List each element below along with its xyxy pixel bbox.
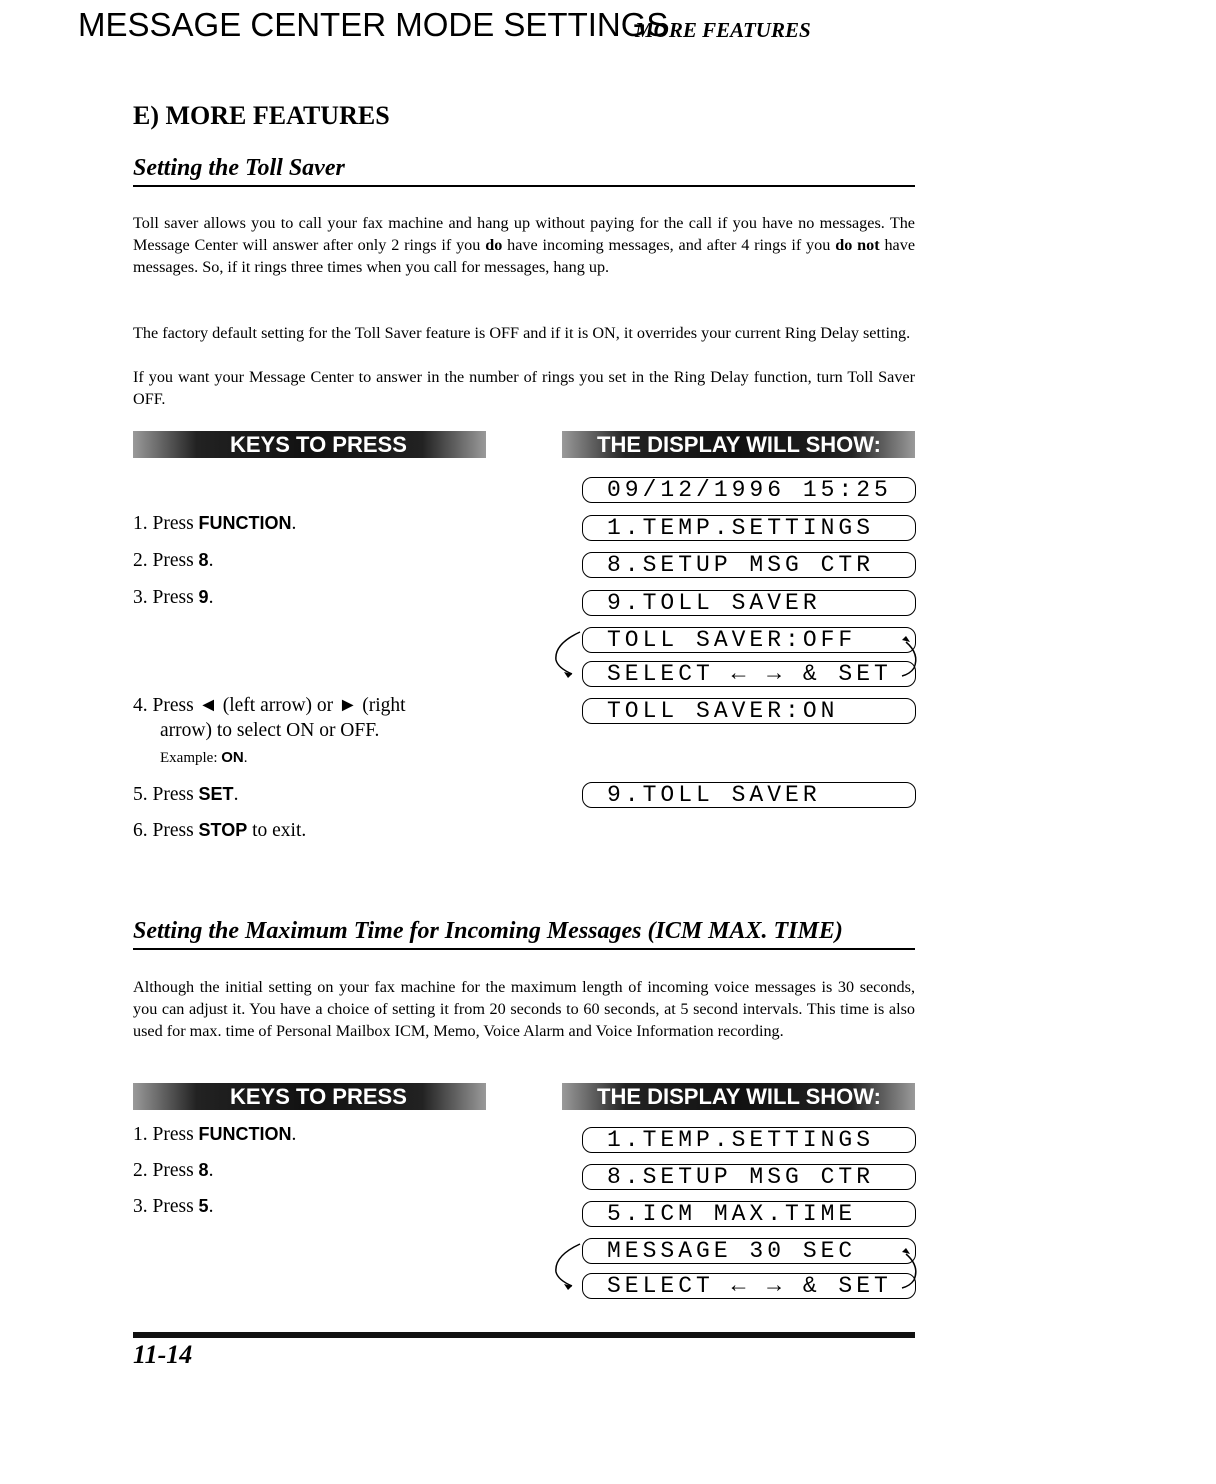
- step-4: 4. Press ◄ (left arrow) or ► (right: [133, 695, 406, 716]
- toll-saver-heading: Setting the Toll Saver: [133, 155, 915, 187]
- lcd-icm-select-set: SELECT ← → & SET: [582, 1273, 916, 1299]
- step-6: 6. Press STOP to exit.: [133, 820, 307, 841]
- lcd-toll-saver-off: TOLL SAVER:OFF: [582, 627, 916, 653]
- lcd-icm-setup-msg-ctr: 8.SETUP MSG CTR: [582, 1164, 916, 1190]
- running-header-title: MESSAGE CENTER MODE SETTINGS: [78, 6, 669, 43]
- step-5: 5. Press SET.: [133, 784, 239, 805]
- toll-saver-paragraph-2: The factory default setting for the Toll Saver feature is OFF and if it is ON, it overrides your current Ring Delay setting.: [133, 324, 911, 342]
- lcd-message-30-sec: MESSAGE 30 SEC: [582, 1238, 916, 1264]
- lcd-toll-saver: 9.TOLL SAVER: [582, 590, 916, 616]
- icm-max-time-heading: Setting the Maximum Time for Incoming Messages (ICM MAX. TIME): [133, 918, 915, 950]
- keys-to-press-header-2: KEYS TO PRESS: [133, 1083, 486, 1110]
- left-arrow-icon: ◄: [198, 695, 218, 716]
- lcd-toll-saver-return: 9.TOLL SAVER: [582, 782, 916, 808]
- lcd-toll-saver-on: TOLL SAVER:ON: [582, 698, 916, 724]
- display-will-show-header-2: THE DISPLAY WILL SHOW:: [562, 1083, 915, 1110]
- running-header-subtitle: MORE FEATURES: [635, 18, 811, 42]
- display-will-show-header: THE DISPLAY WILL SHOW:: [562, 431, 915, 458]
- section-title: E) MORE FEATURES: [133, 101, 390, 130]
- lcd-select-set: SELECT ← → & SET: [582, 661, 916, 687]
- keys-to-press-header: KEYS TO PRESS: [133, 431, 486, 458]
- step-3: 3. Press 9.: [133, 587, 214, 608]
- icm-step-2: 2. Press 8.: [133, 1160, 214, 1181]
- alternating-display-loop-icon: [548, 622, 928, 692]
- alternating-display-loop-icon-2: [548, 1234, 928, 1304]
- right-arrow-icon: ►: [338, 695, 358, 716]
- icm-paragraph: Although the initial setting on your fax machine for the maximum length of incoming voice messages is 30 seconds, you can adjust it. You have a choice of setting it from 20 seconds to 60 seconds, at 5 second intervals. This time is also used for max. time of Personal Mailbox ICM, Memo, Voice Alarm and Voice Information recording.: [133, 978, 915, 1040]
- icm-step-1: 1. Press FUNCTION.: [133, 1124, 297, 1145]
- toll-saver-paragraph-3: If you want your Message Center to answer in the number of rings you set in the Ring Delay function, turn Toll Saver OFF.: [133, 368, 915, 408]
- step-4-example: Example: ON.: [160, 749, 248, 766]
- icm-step-3: 3. Press 5.: [133, 1196, 214, 1217]
- lcd-icm-max-time: 5.ICM MAX.TIME: [582, 1201, 916, 1227]
- step-4-continuation: arrow) to select ON or OFF.: [160, 720, 380, 741]
- page-number: 11-14: [133, 1340, 193, 1369]
- lcd-setup-msg-ctr: 8.SETUP MSG CTR: [582, 552, 916, 578]
- lcd-date-time: 09/12/1996 15:25: [582, 477, 916, 503]
- lcd-icm-temp-settings: 1.TEMP.SETTINGS: [582, 1127, 916, 1153]
- lcd-temp-settings: 1.TEMP.SETTINGS: [582, 515, 916, 541]
- toll-saver-paragraph-1: Toll saver allows you to call your fax machine and hang up without paying for the call if you have no messages. The Message Center will answer after only 2 rings if you do have incoming messages, and after 4 rings if you do not have messages. So, if it rings three times when you call for messages, hang up.: [133, 214, 915, 276]
- footer-rule: [133, 1332, 915, 1338]
- step-2: 2. Press 8.: [133, 550, 214, 571]
- step-1: 1. Press FUNCTION.: [133, 513, 297, 534]
